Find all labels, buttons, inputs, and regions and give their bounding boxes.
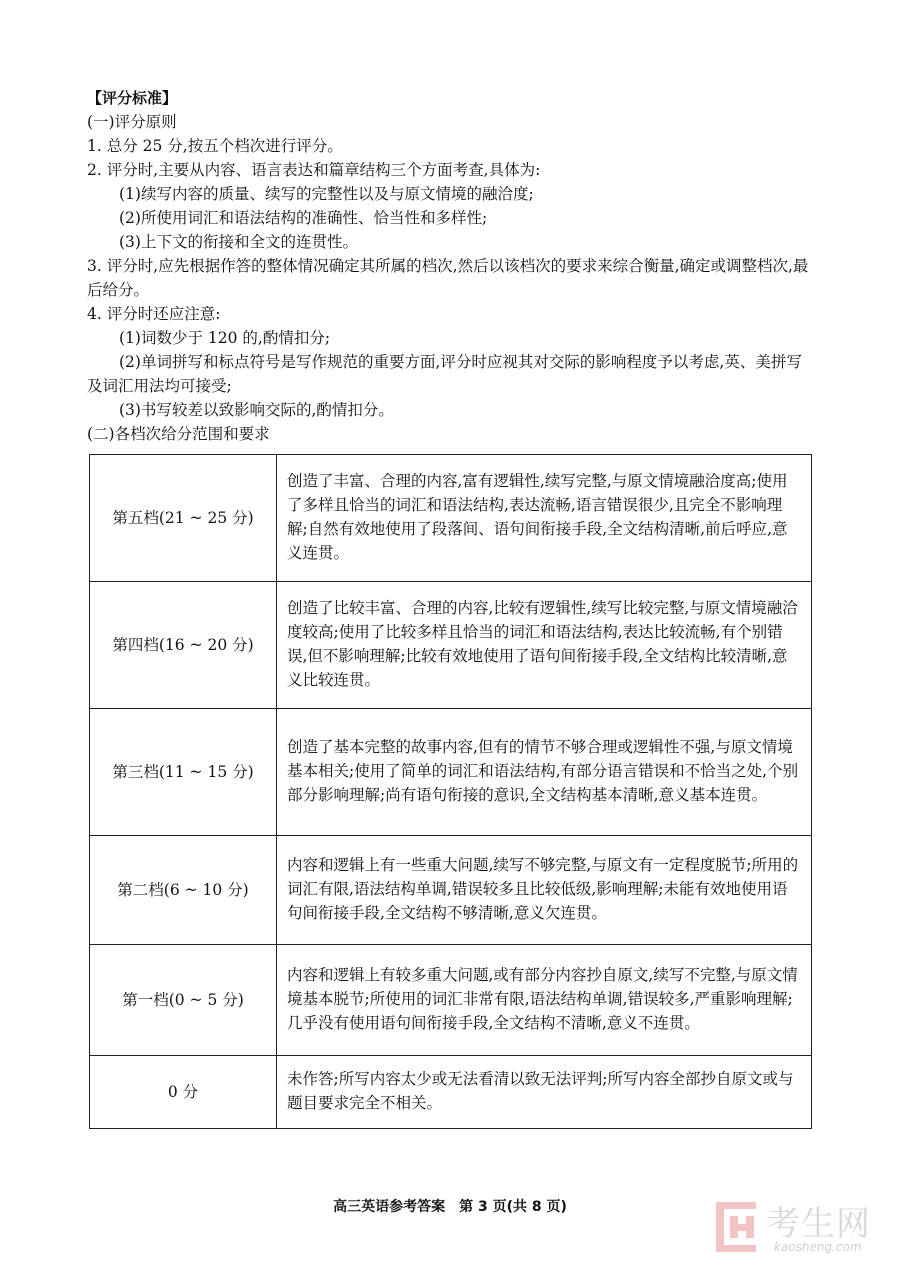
- principle-4-sub-1: (1)词数少于 120 的,酌情扣分;: [119, 329, 331, 347]
- grade-description: 未作答;所写内容太少或无法看清以致无法评判;所写内容全部抄自原文或与题目要求完全不相关。: [277, 1056, 812, 1129]
- grade-description: 内容和逻辑上有一些重大问题,续写不够完整,与原文有一定程度脱节;所用的词汇有限,语法结构单调,错误较多且比较低级,影响理解;未能有效地使用语句间衔接手段,全文结构不够清晰,意义欠连贯。: [277, 836, 812, 945]
- grade-description: 创造了基本完整的故事内容,但有的情节不够合理或逻辑性不强,与原文情境基本相关;使用了简单的词汇和语法结构,有部分语言错误和不恰当之处,个别部分影响理解;尚有语句衔接的意识,全文结构基本清晰,意义基本连贯。: [277, 709, 812, 836]
- grade-table: [89, 454, 812, 1129]
- principle-4: 4. 评分时还应注意:: [87, 305, 221, 323]
- heading: 【评分标准】: [87, 89, 178, 107]
- principle-2-sub-2: (2)所使用词汇和语法结构的准确性、恰当性和多样性;: [119, 209, 488, 227]
- grade-description: 内容和逻辑上有较多重大问题,或有部分内容抄自原文,续写不完整,与原文情境基本脱节;所使用的词汇非常有限,语法结构单调,错误较多,严重影响理解;几乎没有使用语句间衔接手段,全文结构不清晰,意义不连贯。: [277, 945, 812, 1056]
- scoring-standards: [87, 86, 813, 446]
- principle-1: 1. 总分 25 分,按五个档次进行评分。: [87, 137, 343, 155]
- table-row: [90, 455, 812, 582]
- principle-2-sub-3: (3)上下文的衔接和全文的连贯性。: [119, 233, 358, 251]
- grade-level: 第二档(6 ~ 10 分): [90, 836, 277, 945]
- grade-description: 创造了丰富、合理的内容,富有逻辑性,续写完整,与原文情境融洽度高;使用了多样且恰当的词汇和语法结构,表达流畅,语言错误很少,且完全不影响理解;自然有效地使用了段落间、语句间衔接手段,全文结构清晰,前后呼应,意义连贯。: [277, 455, 812, 582]
- watermark: [714, 1196, 884, 1260]
- principle-3: 3. 评分时,应先根据作答的整体情况确定其所属的档次,然后以该档次的要求来综合衡量,确定或调整档次,最后给分。: [87, 257, 809, 299]
- kaosheng-logo-icon: [714, 1198, 760, 1256]
- section2-title: (二)各档次给分范围和要求: [87, 425, 270, 443]
- principle-2-sub-1: (1)续写内容的质量、续写的完整性以及与原文情境的融洽度;: [119, 185, 534, 203]
- table-row: [90, 836, 812, 945]
- grade-level: 第五档(21 ~ 25 分): [90, 455, 277, 582]
- page-footer: 高三英语参考答案 第 3 页(共 8 页): [333, 1199, 567, 1215]
- section1-title: (一)评分原则: [87, 113, 177, 131]
- watermark-text: 考生网: [766, 1204, 871, 1244]
- watermark-subtext: kaosheng.com: [774, 1240, 862, 1254]
- grade-level: 0 分: [90, 1056, 277, 1129]
- table-row: [90, 945, 812, 1056]
- grade-level: 第一档(0 ~ 5 分): [90, 945, 277, 1056]
- principle-4-sub-3: (3)书写较差以致影响交际的,酌情扣分。: [119, 401, 394, 419]
- table-row: [90, 582, 812, 709]
- principle-4-sub-2: (2)单词拼写和标点符号是写作规范的重要方面,评分时应视其对交际的影响程度予以考虑,英、美拼写及词汇用法均可接受;: [87, 353, 802, 395]
- grade-description: 创造了比较丰富、合理的内容,比较有逻辑性,续写比较完整,与原文情境融洽度较高;使用了比较多样且恰当的词汇和语法结构,表达比较流畅,有个别错误,但不影响理解;比较有效地使用了语句间衔接手段,全文结构比较清晰,意义比较连贯。: [277, 582, 812, 709]
- grade-level: 第四档(16 ~ 20 分): [90, 582, 277, 709]
- table-row: [90, 709, 812, 836]
- principle-2: 2. 评分时,主要从内容、语言表达和篇章结构三个方面考查,具体为:: [87, 161, 541, 179]
- grade-level: 第三档(11 ~ 15 分): [90, 709, 277, 836]
- table-row: [90, 1056, 812, 1129]
